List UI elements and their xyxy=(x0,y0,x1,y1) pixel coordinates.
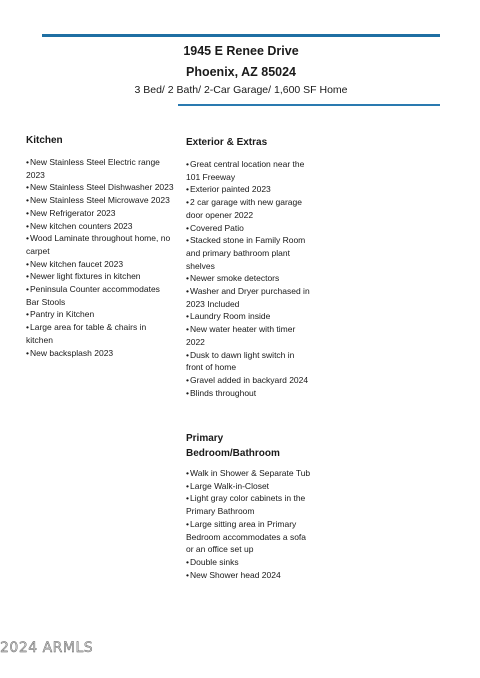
bullet-icon: • xyxy=(26,182,29,193)
list-item xyxy=(26,156,174,181)
list-item-text: Blinds throughout xyxy=(189,387,257,398)
bullet-icon: • xyxy=(186,324,189,335)
bullet-icon: • xyxy=(186,374,189,385)
list-item xyxy=(26,308,174,321)
list-item xyxy=(26,347,174,360)
list-item-text: Great central location near the 101 Freeway xyxy=(186,159,305,182)
list-item xyxy=(186,234,312,272)
list-item-text: New Stainless Steel Electric range 2023 xyxy=(26,157,160,180)
bullet-icon: • xyxy=(186,556,189,567)
list-item-text: Walk in Shower & Separate Tub xyxy=(189,468,311,478)
list-item xyxy=(186,374,312,387)
list-item-text: 2 car garage with new garage door opener 2022 xyxy=(186,197,302,220)
list-item-text: Large area for table & chairs in kitchen xyxy=(26,322,147,345)
list-item xyxy=(26,220,174,233)
property-street: 1945 E Renee Drive xyxy=(183,44,299,58)
list-item-text: Double sinks xyxy=(189,556,239,567)
list-item xyxy=(26,270,174,283)
list-item xyxy=(186,569,312,582)
list-item-text: Washer and Dryer purchased in 2023 Included xyxy=(186,286,310,309)
list-item xyxy=(26,283,174,308)
bullet-icon: • xyxy=(26,195,29,206)
primary-title: Primary Bedroom/Bathroom xyxy=(186,433,280,459)
primary-section xyxy=(186,431,312,581)
header-top-rule xyxy=(42,34,440,37)
kitchen-list xyxy=(26,156,174,359)
list-item xyxy=(186,285,312,310)
bullet-icon: • xyxy=(186,349,189,360)
list-item-text: Covered Patio xyxy=(189,222,244,233)
exterior-list xyxy=(186,158,312,399)
list-item xyxy=(186,480,312,493)
list-item xyxy=(186,387,312,400)
bullet-icon: • xyxy=(186,197,189,208)
list-item xyxy=(186,349,312,374)
bullet-icon: • xyxy=(186,480,189,491)
bullet-icon: • xyxy=(26,309,29,320)
bullet-icon: • xyxy=(186,569,189,580)
list-item xyxy=(186,272,312,285)
exterior-section xyxy=(186,135,312,399)
kitchen-title: Kitchen xyxy=(26,135,63,146)
list-item-text: New Shower head 2024 xyxy=(189,569,281,580)
bullet-icon: • xyxy=(186,235,189,246)
bullet-icon: • xyxy=(186,286,189,297)
list-item-text: Wood Laminate throughout home, no carpet xyxy=(26,233,171,256)
list-item-text: New Stainless Steel Microwave 2023 xyxy=(29,195,170,206)
list-item-text: Laundry Room inside xyxy=(189,311,271,322)
bullet-icon: • xyxy=(186,184,189,195)
primary-list xyxy=(186,467,312,581)
list-item-text: New kitchen counters 2023 xyxy=(29,220,133,231)
exterior-title: Exterior & Extras xyxy=(186,137,268,148)
bullet-icon: • xyxy=(186,518,189,529)
list-item xyxy=(186,556,312,569)
list-item xyxy=(26,321,174,346)
list-item-text: Gravel added in backyard 2024 xyxy=(189,374,309,385)
list-item-text: New water heater with timer 2022 xyxy=(186,324,296,347)
bullet-icon: • xyxy=(26,220,29,231)
list-item-text: Pantry in Kitchen xyxy=(29,309,95,320)
list-item xyxy=(26,181,174,194)
list-item-text: Newer smoke detectors xyxy=(189,273,280,284)
list-item xyxy=(186,310,312,323)
bullet-icon: • xyxy=(186,311,189,322)
header-bottom-rule xyxy=(178,104,440,106)
list-item-text: Stacked stone in Family Room and primary bathroom plant shelves xyxy=(186,235,306,271)
bullet-icon: • xyxy=(186,493,189,504)
list-item-text: Exterior painted 2023 xyxy=(189,184,271,195)
list-item-text: Light gray color cabinets in the Primary Bathroom xyxy=(186,493,306,517)
bullet-icon: • xyxy=(26,322,29,333)
bullet-icon: • xyxy=(26,207,29,218)
list-item-text: New Refrigerator 2023 xyxy=(29,207,116,218)
bullet-icon: • xyxy=(186,222,189,233)
property-city: Phoenix, AZ 85024 xyxy=(186,65,296,79)
bullet-icon: • xyxy=(26,258,29,269)
list-item xyxy=(186,323,312,348)
list-item xyxy=(186,183,312,196)
list-item-text: Large sitting area in Primary Bedroom accommodates a sofa or an office set up xyxy=(186,518,307,555)
list-item xyxy=(186,518,312,556)
bullet-icon: • xyxy=(186,273,189,284)
bullet-icon: • xyxy=(186,387,189,398)
list-item-text: Dusk to dawn light switch in front of home xyxy=(186,349,295,373)
bullet-icon: • xyxy=(26,271,29,282)
property-details: 3 Bed/ 2 Bath/ 2-Car Garage/ 1,600 SF Home xyxy=(134,84,348,96)
list-item xyxy=(186,492,312,517)
bullet-icon: • xyxy=(186,159,189,169)
list-item xyxy=(26,207,174,220)
bullet-icon: • xyxy=(26,157,29,167)
list-item-text: New kitchen faucet 2023 xyxy=(29,258,124,269)
list-item-text: Peninsula Counter accommodates Bar Stools xyxy=(26,284,160,307)
list-item xyxy=(26,232,174,257)
list-item-text: New backsplash 2023 xyxy=(29,347,114,358)
armls-watermark: 2024 ARMLS xyxy=(0,640,94,656)
list-item xyxy=(186,158,312,183)
list-item xyxy=(186,467,312,480)
bullet-icon: • xyxy=(26,284,29,295)
list-item-text: Large Walk-in-Closet xyxy=(189,480,270,491)
list-item xyxy=(186,222,312,235)
kitchen-section xyxy=(26,133,174,359)
list-item-text: New Stainless Steel Dishwasher 2023 xyxy=(29,182,174,193)
list-item xyxy=(186,196,312,221)
bullet-icon: • xyxy=(186,468,189,478)
list-item-text: Newer light fixtures in kitchen xyxy=(29,271,141,282)
list-item xyxy=(26,194,174,207)
bullet-icon: • xyxy=(26,233,29,244)
bullet-icon: • xyxy=(26,347,29,358)
list-item xyxy=(26,258,174,271)
